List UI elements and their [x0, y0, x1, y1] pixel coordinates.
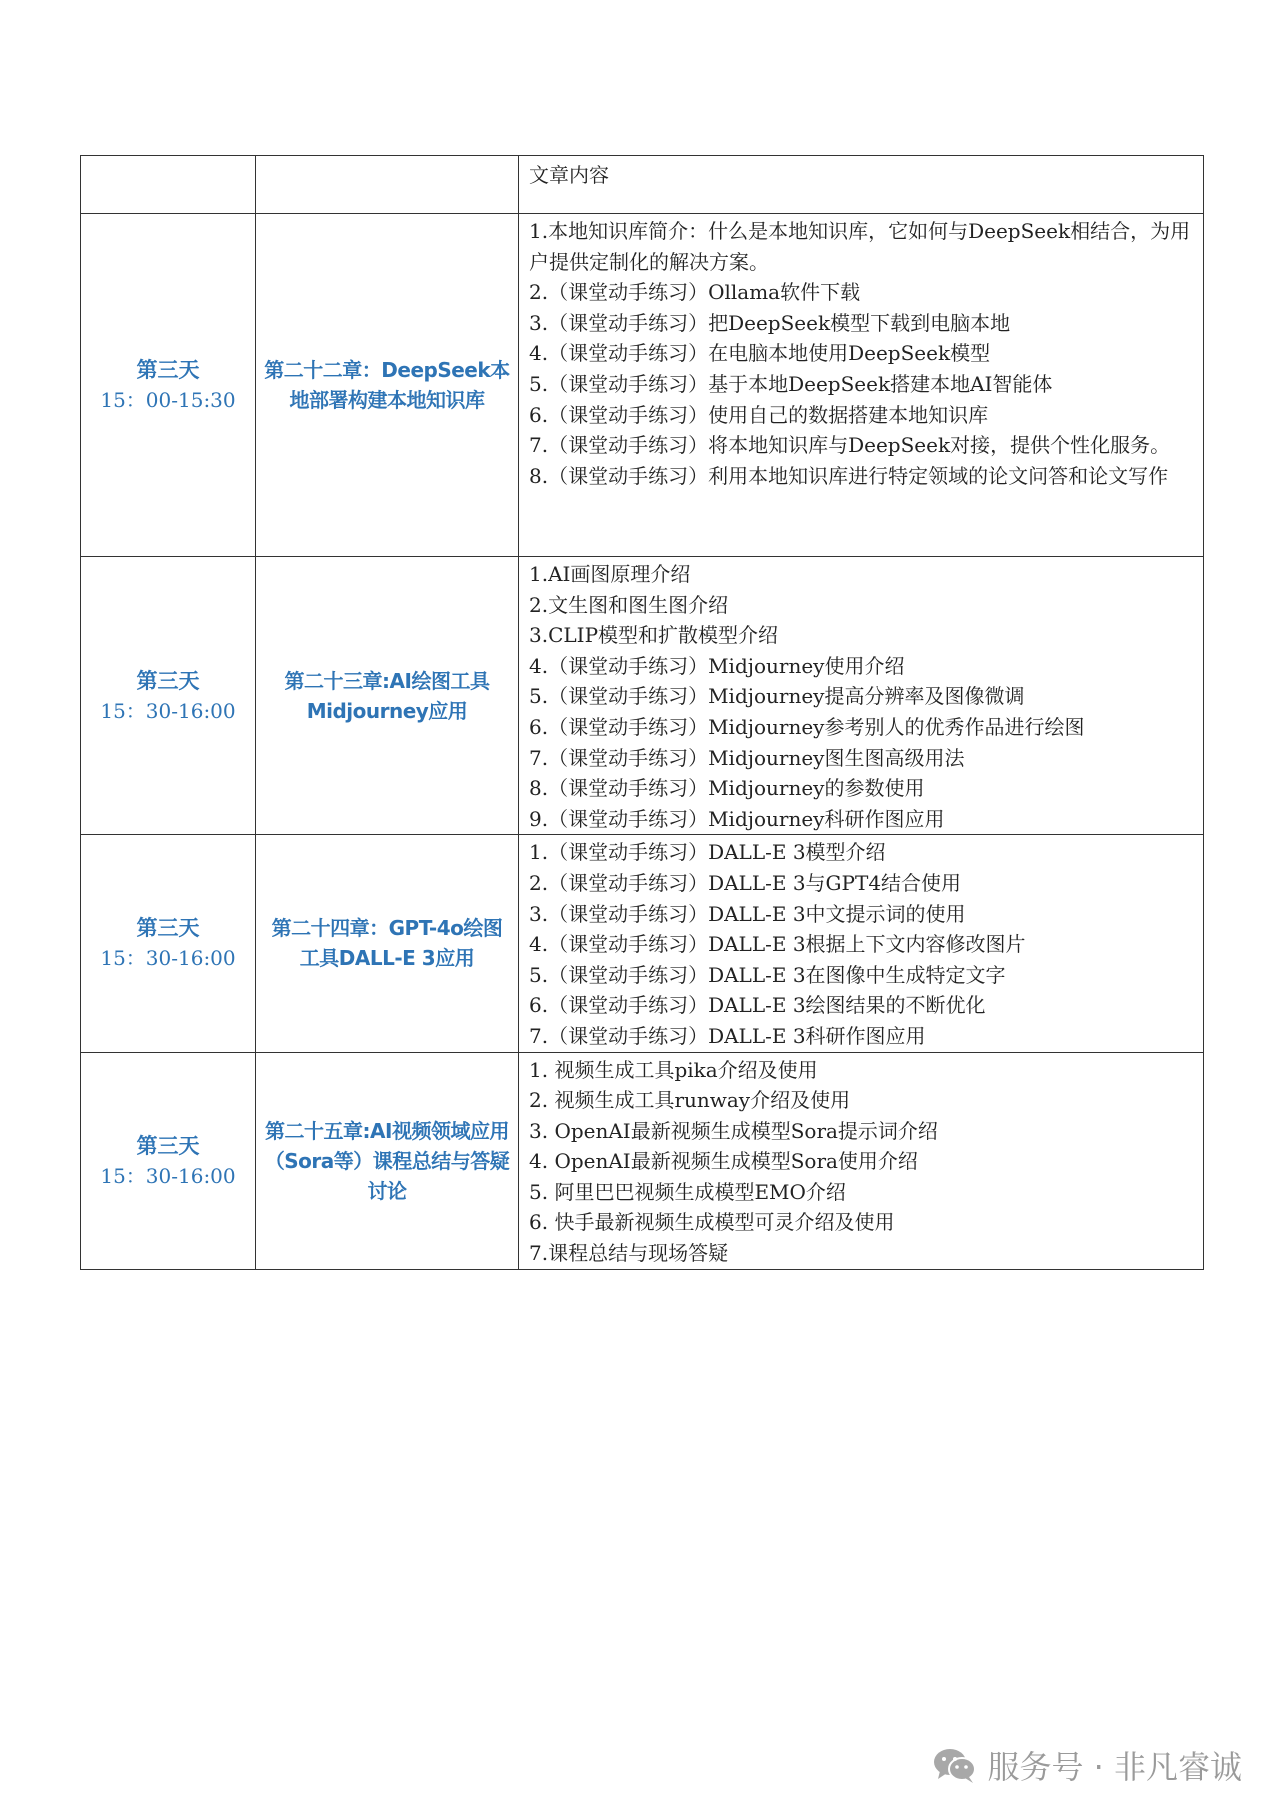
list-item: 6.（课堂动手练习）DALL-E 3绘图结果的不断优化 [529, 993, 986, 1018]
content-list [529, 216, 1195, 491]
list-item: 7.（课堂动手练习）将本地知识库与DeepSeek对接，提供个性化服务。 [529, 433, 1171, 458]
list-item: 1.本地知识库简介：什么是本地知识库，它如何与DeepSeek相结合，为用户提供定制化的解决方案。 [529, 219, 1191, 274]
time-label: 15：30-16:00 [100, 1163, 236, 1188]
table-row [81, 835, 1204, 1052]
chapter-cell [256, 557, 519, 835]
list-item: 3. OpenAI最新视频生成模型Sora提示词介绍 [529, 1118, 938, 1143]
content-cell [519, 557, 1204, 835]
chapter-title: 第二十二章：DeepSeek本地部署构建本地知识库 [264, 358, 510, 412]
chapter-title: 第二十四章：GPT-4o绘图工具DALL-E 3应用 [271, 916, 503, 971]
day-label: 第三天 [136, 358, 200, 382]
list-item: 1.AI画图原理介绍 [529, 562, 691, 586]
day-label: 第三天 [136, 916, 200, 941]
day-cell [81, 557, 256, 835]
list-item: 2.文生图和图生图介绍 [529, 592, 729, 617]
list-item: 4.（课堂动手练习）Midjourney使用介绍 [529, 653, 905, 678]
list-item: 3.CLIP模型和扩散模型介绍 [529, 623, 779, 648]
list-item: 5. 阿里巴巴视频生成模型EMO介绍 [529, 1179, 846, 1204]
list-item: 6.（课堂动手练习）Midjourney参考别人的优秀作品进行绘图 [529, 714, 1085, 739]
list-item: 5.（课堂动手练习）Midjourney提高分辨率及图像微调 [529, 684, 1025, 709]
chapter-title: 第二十五章:AI视频领域应用（Sora等）课程总结与答疑讨论 [264, 1118, 510, 1203]
day-label: 第三天 [136, 668, 200, 693]
list-item: 7.（课堂动手练习）Midjourney图生图高级用法 [529, 745, 965, 770]
list-item: 2.（课堂动手练习）Ollama软件下载 [529, 280, 861, 305]
list-item: 2. 视频生成工具runway介绍及使用 [529, 1088, 851, 1113]
list-item: 9.（课堂动手练习）Midjourney科研作图应用 [529, 806, 945, 831]
chapter-cell [256, 1052, 519, 1269]
day-cell [81, 1052, 256, 1269]
header-cell-chapter [256, 156, 519, 214]
list-item: 5.（课堂动手练习）DALL-E 3在图像中生成特定文字 [529, 962, 1006, 987]
list-item: 8.（课堂动手练习）利用本地知识库进行特定领域的论文问答和论文写作 [529, 463, 1169, 488]
list-item: 1.（课堂动手练习）DALL-E 3模型介绍 [529, 840, 886, 865]
table-row [81, 1052, 1204, 1269]
list-item: 3.（课堂动手练习）DALL-E 3中文提示词的使用 [529, 901, 966, 926]
watermark-text: 服务号 · 非凡睿诚 [987, 1748, 1242, 1786]
list-item: 4. OpenAI最新视频生成模型Sora使用介绍 [529, 1149, 918, 1174]
day-cell [81, 835, 256, 1052]
table-row [81, 557, 1204, 835]
table-row [81, 214, 1204, 557]
list-item: 4.（课堂动手练习）DALL-E 3根据上下文内容修改图片 [529, 932, 1026, 957]
time-label: 15：00-15:30 [100, 388, 236, 412]
wechat-icon [931, 1745, 979, 1785]
list-item: 4.（课堂动手练习）在电脑本地使用DeepSeek模型 [529, 341, 991, 366]
content-list [529, 837, 1195, 1051]
chapter-cell [256, 835, 519, 1052]
list-item: 6.（课堂动手练习）使用自己的数据搭建本地知识库 [529, 402, 989, 427]
day-label: 第三天 [136, 1133, 200, 1158]
time-label: 15：30-16:00 [100, 698, 236, 723]
header-content-label: 文章内容 [529, 163, 609, 187]
list-item: 2.（课堂动手练习）DALL-E 3与GPT4结合使用 [529, 870, 962, 895]
header-cell-content [519, 156, 1204, 214]
list-item: 1. 视频生成工具pika介绍及使用 [529, 1057, 818, 1082]
time-label: 15：30-16:00 [100, 946, 236, 971]
list-item: 3.（课堂动手练习）把DeepSeek模型下载到电脑本地 [529, 310, 1011, 335]
list-item: 7.（课堂动手练习）DALL-E 3科研作图应用 [529, 1023, 926, 1048]
list-item: 6. 快手最新视频生成模型可灵介绍及使用 [529, 1210, 895, 1235]
table-header-row [81, 156, 1204, 214]
chapter-cell [256, 214, 519, 557]
content-list [529, 559, 1195, 834]
course-schedule-table [80, 155, 1204, 1270]
day-cell [81, 214, 256, 557]
content-cell [519, 214, 1204, 557]
content-cell [519, 1052, 1204, 1269]
list-item: 7.课程总结与现场答疑 [529, 1241, 729, 1266]
content-list [529, 1055, 1195, 1269]
list-item: 5.（课堂动手练习）基于本地DeepSeek搭建本地AI智能体 [529, 371, 1053, 396]
header-cell-day [81, 156, 256, 214]
chapter-title: 第二十三章:AI绘图工具Midjourney应用 [284, 668, 490, 723]
content-cell [519, 835, 1204, 1052]
list-item: 8.（课堂动手练习）Midjourney的参数使用 [529, 776, 925, 801]
watermark [931, 1742, 1242, 1788]
